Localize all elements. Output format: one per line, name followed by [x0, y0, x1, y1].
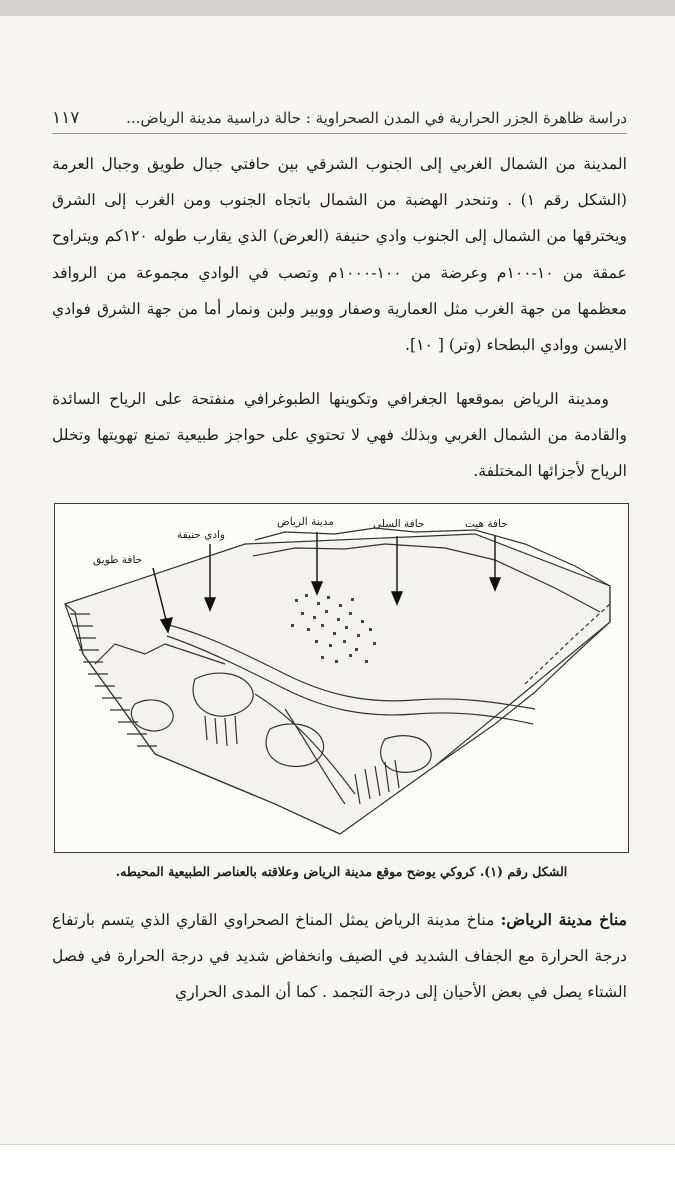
label-sulay-escarpment: حافة السلي	[373, 518, 425, 530]
label-wadi-hanifa: وادي حنيفة	[177, 529, 225, 541]
page-bottom-margin	[0, 1144, 675, 1201]
figure-1-sketch	[54, 503, 629, 853]
label-tuwaiq-escarpment: حافة طويق	[93, 554, 143, 566]
figure-caption: الشكل رقم (١). كروكي يوضح موقع مدينة الرياض وعلاقته بالعناصر الطبيعية المحيطه.	[115, 864, 568, 879]
paragraph-3-body: مناخ مدينة الرياض يمثل المناخ الصحراوي القاري الذي يتسم بارتفاع درجة الحرارة مع الجفاف الشديد في الصيف وانخفاض شديد في درجة الحرارة في فصل الشتاء يصل في بعض الأحيان إلى درجة التجمد . كما أن المدى الحراري	[52, 911, 627, 1002]
page-top-strip	[0, 0, 675, 17]
label-riyadh-city: مدينة الرياض	[277, 516, 334, 528]
paragraph-3	[52, 902, 627, 1011]
running-header	[52, 103, 627, 134]
paragraph-1: المدينة من الشمال الغربي إلى الجنوب الشرقي بين حافتي جبال طويق وجبال العرمة (الشكل رقم ١) . وتنحدر الهضبة من الشمال باتجاه الجنوب ومن الغرب إلى الشرق ويخترقها من الشمال إلى الجنوب وادي حنيفة (العرض) الذي يقارب طوله ١٢٠كم ويتراوح عمقة من ١٠-١٠٠م وعرضة من ١٠٠-١٠٠٠م وتصب في الوادي مجموعة من الروافد معظمها من جهة الغرب مثل العمارية وصفار ووبير ولبن ونمار أما من جهة الشرق فوادي الايسن ووادي البطحاء (وتر) [ ١٠].	[52, 155, 627, 355]
running-header-title: دراسة ظاهرة الجزر الحرارية في المدن الصحراوية : حالة دراسية مدينة الرياض...	[126, 109, 627, 127]
label-heet-escarpment: حافة هيت	[465, 518, 508, 530]
paragraph-2: ومدينة الرياض بموقعها الجغرافي وتكوينها الطبوغرافي منفتحة على الرياح السائدة والقادمة من الشمال الغربي وبذلك فهي لا تحتوي على حواجز طبيعية تمنع تهويتها وتخلل الرياح لأجزائها المختلفة.	[52, 390, 627, 481]
page-number: ١١٧	[52, 108, 80, 128]
section-heading-riyadh-climate: مناخ مدينة الرياض:	[500, 910, 627, 929]
